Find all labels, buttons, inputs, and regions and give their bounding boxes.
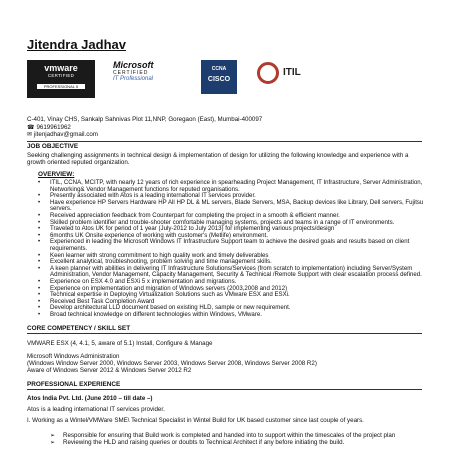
contact-block [27,116,262,139]
bullet-icon: • [38,310,41,318]
ccna-logo-line2: CISCO [207,76,231,83]
overview-item-text: Traveled to Atos UK for period of 1 year (July-2012 to July 2013) for implementing various projects/design [50,225,335,233]
overview-heading: OVERVIEW: [38,171,75,178]
core-competency-line4: Aware of Windows Server 2012 & Windows Server 2012 R2 [27,367,192,374]
microsoft-logo-line1: Microsoft [113,60,154,70]
role-description: I. Working as a Wintel/VMWare SME\ Technical Specialist in Wintel Build for UK based customer since last couple of years. [27,417,364,424]
list-item [38,312,426,319]
professional-experience-heading: PROFESSIONAL EXPERIENCE [27,381,121,388]
overview-item-text: Experience on implementation and migration of Windows servers (2003,2008 and 2012) [50,284,288,292]
overview-item-text: Excellent analytical, troubleshooting, problem solving and time management skills. [50,258,272,266]
overview-item-text: Skilled problem identifier and trouble-shooter comfortable managing systems, projects and teams in a range of IT environments. [50,218,395,226]
list-item [50,432,420,439]
overview-item-text: Develop architectural LLD document based on existing HLD, sample or new requirement. [50,304,291,312]
bullet-icon: • [38,179,41,186]
bullet-icon: • [38,304,41,312]
phone-number: 9619961962 [36,123,71,131]
core-competency-line3: (Windows Window Server 2000, Windows Server 2003, Windows Server 2008, Windows Server 2008 R2) [27,360,317,367]
overview-item-text: A keen planner with abilities in delivering IT Infrastructure Solutions/Services (from scratch to implementation) including Server/System Administration, Vendor Management, Capacity Management, Security & Technical /Remote Support with clear escalation process defined. [50,264,422,279]
bullet-icon: • [38,218,41,226]
bullet-icon: • [38,264,41,272]
vmware-certified-logo [27,60,95,98]
bullet-icon: • [38,192,41,200]
job-objective-text: Seeking challenging assignments in technical design & implementation of design for utilizing the following knowledge and experience with a growth oriented reputed organization. [27,152,409,167]
bullet-icon: • [38,231,41,239]
overview-item-text: Have experience HP Servers Hardware HP All HP DL & ML servers, Blade Servers, MSA, Backup devices like Library, Dell servers, Fujitsu servers. [50,198,424,213]
itil-logo [257,60,327,100]
bullet-icon: • [38,297,41,305]
overview-item-text: Experience on ESX 4.0 and ESXi 5 x implementation and migrations. [50,277,237,285]
itil-logo-text: ITIL [283,67,301,78]
arrow-bullet-icon: ➢ [50,439,56,446]
arrow-bullet-icon: ➢ [50,432,56,439]
overview-item-text: Technical expertise in Deploying Virtualization Solutions such as VMware ESX and ESXi. [50,291,290,299]
bullet-icon: • [38,258,41,266]
address: C-401, Vinay CHS, Sankalp Sahnivas Plot 11,NNP, Goregaon (East), Mumbai-400097 [27,116,263,123]
job-objective-heading: JOB OBJECTIVE [27,143,79,150]
responsibility-list [50,432,420,446]
email-icon: ✉ [27,131,34,139]
candidate-name: Jitendra Jadhav [27,37,126,52]
overview-item-text: 6months UK Onsite experience of working with customer's (Metlife) environment. [50,231,268,239]
ccna-logo-line1: CCNA [211,66,227,72]
vmware-logo-line2: CERTIFIED [47,73,75,78]
ccna-cisco-logo [201,60,241,100]
core-competency-heading: CORE COMPETENCY / SKILL SET [27,325,131,332]
bullet-icon: • [38,291,41,299]
overview-item-text: Experienced in leading the Microsoft Windows IT Infrastructure Support team to achieve the desired goals and results based on client requirements. [50,238,410,252]
job-objective-rule [27,141,422,142]
core-competency-line1: VMWARE ESX (4, 4.1, 5, aware of 5.1) Install, Configure & Manage [27,340,213,347]
ccna-badge [201,60,237,94]
overview-item-text: Keen learner with strong commitment to high quality work and timely deliverables [50,251,269,259]
bullet-icon: • [38,277,41,285]
core-competency-line2: Microsoft Windows Administration [27,353,120,360]
email-line [27,131,262,139]
overview-list [38,180,426,318]
bullet-icon: • [38,225,41,233]
bullet-icon: • [38,198,41,206]
core-competency-rule [27,333,422,334]
list-item [50,439,420,446]
responsibility-text: Reviewing the HLD and raising queries or doubts to Technical Architect if any before initiating the build. [63,439,345,446]
bullet-icon: • [38,238,41,246]
vmware-logo-line1: vmware [44,63,78,73]
certification-logos [27,58,427,108]
microsoft-certified-logo [113,60,175,98]
overview-item-text: Received appreciation feedback from Counterpart for completing the project in a smooth & efficient manner. [50,211,340,219]
overview-item-text: Presently associated with Atos is a leading international IT services provider. [50,192,256,200]
bullet-icon: • [38,251,41,259]
overview-item-text: Broad technical knowledge on different technologies within Windows, VMware. [50,310,262,318]
responsibility-text: Responsible for ensuring that Build work is completed and handed into to support within the timescales of the project plan [63,432,396,439]
itil-circle-icon [257,62,279,84]
employer-line: Atos India Pvt. Ltd. (June 2010 – till date –) [27,395,153,402]
vmware-logo-line3: PROFESSIONAL 5 [37,84,85,89]
email-address: jitenjadhav@gmail.com [33,131,98,139]
bullet-icon: • [38,211,41,219]
bullet-icon: • [38,284,41,292]
phone-icon: ☎ [27,123,37,131]
employer-description: Atos is a leading international IT services provider. [27,406,165,413]
overview-item-text: ITIL, CCNA, MCITP, with nearly 12 years of rich experience in spearheading Project Management, IT Infrastructure, Server Administration, Networking& Vendor Management functions for reputed organisations. [50,179,423,193]
phone-line [27,124,262,132]
microsoft-logo-line2: CERTIFIED [113,70,149,76]
microsoft-logo-line3: IT Professional [113,76,154,82]
overview-item-text: Received Best Task Completion Award [50,297,155,305]
professional-experience-rule [27,389,422,390]
